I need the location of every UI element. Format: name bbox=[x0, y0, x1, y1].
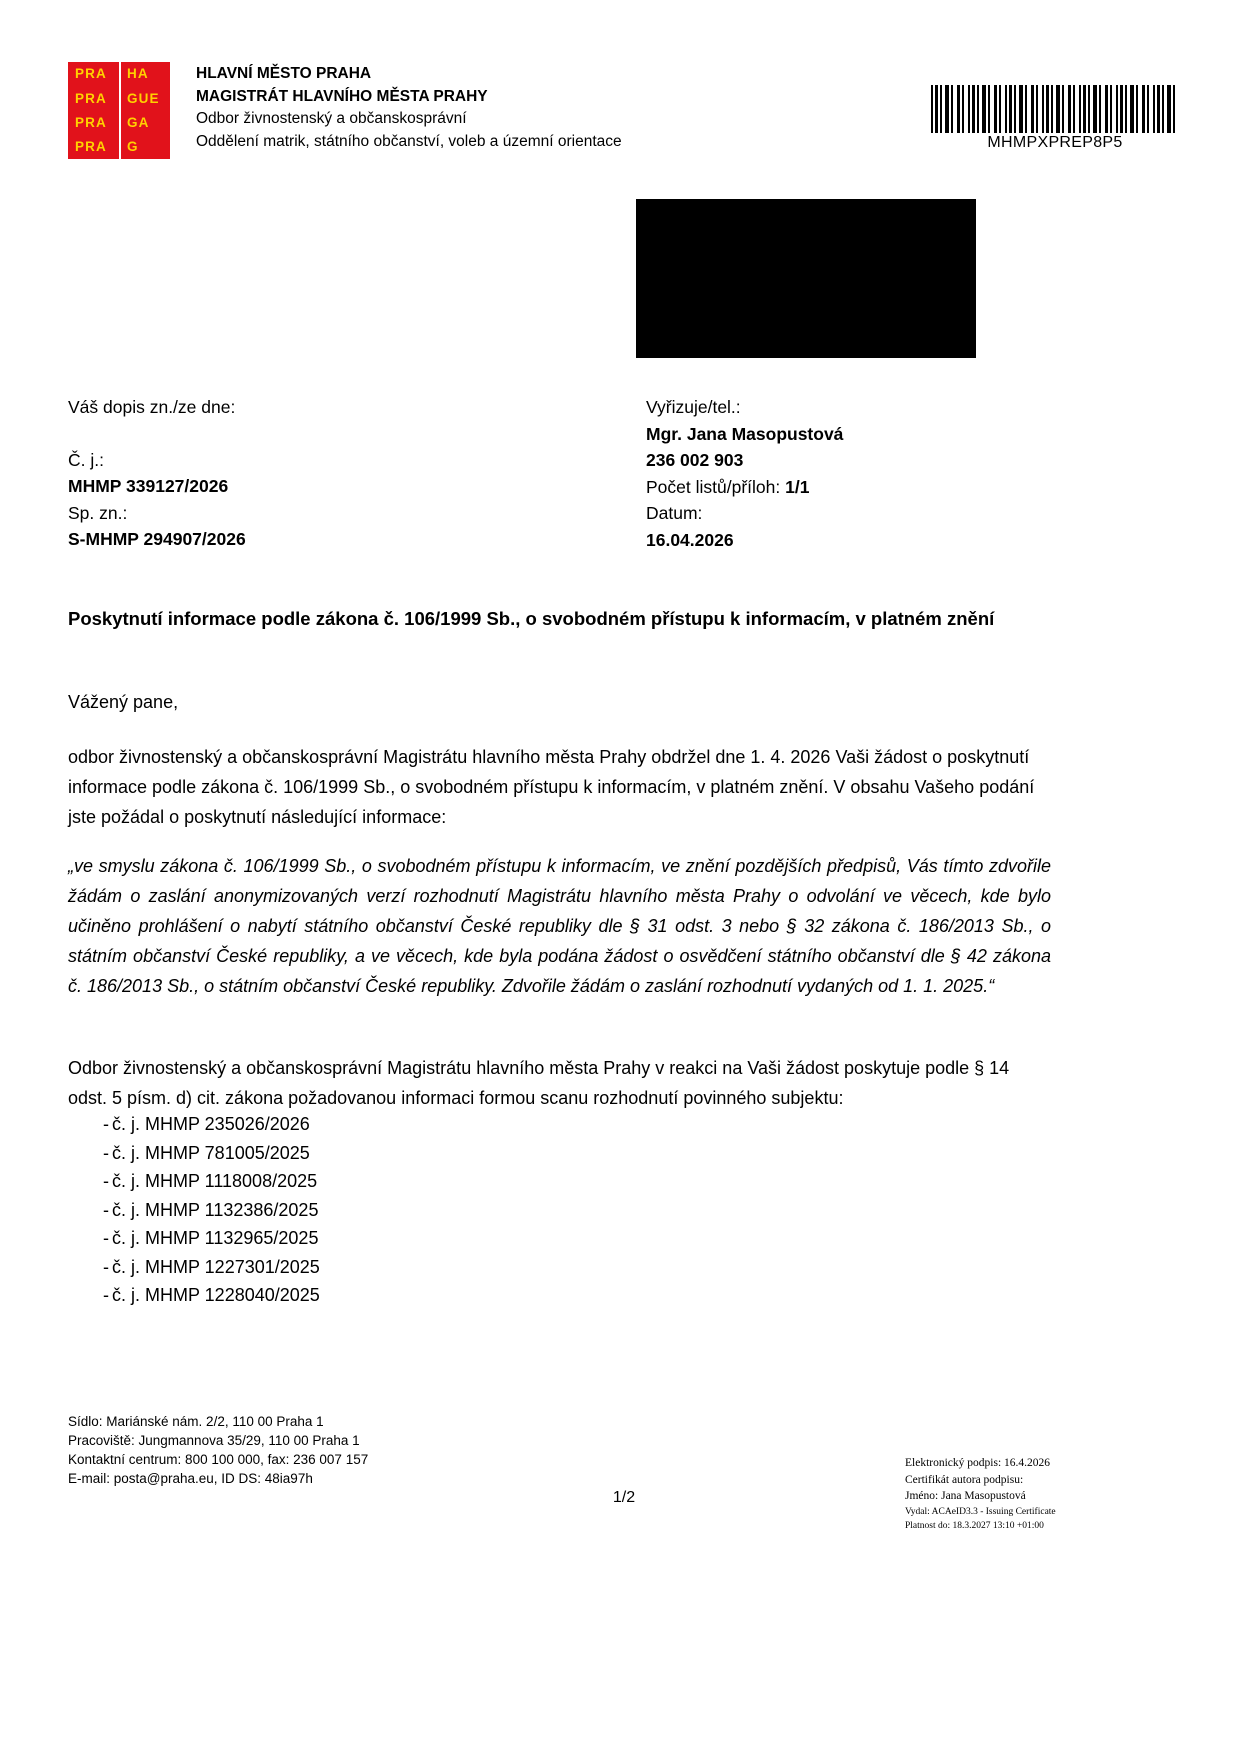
electronic-signature-block bbox=[905, 1455, 1205, 1534]
list-bullet: - bbox=[103, 1256, 109, 1277]
list-item bbox=[68, 1224, 768, 1253]
list-item-label: č. j. MHMP 1132965/2025 bbox=[112, 1228, 319, 1248]
handler-name: Mgr. Jana Masopustová bbox=[646, 423, 844, 444]
list-item bbox=[68, 1281, 768, 1310]
logo-cell-2: HA bbox=[119, 62, 170, 86]
list-bullet: - bbox=[103, 1285, 109, 1305]
org-name-magistrate: MAGISTRÁT HLAVNÍHO MĚSTA PRAHY bbox=[196, 87, 488, 105]
signature-date: Elektronický podpis: 16.4.2026 bbox=[905, 1457, 1051, 1469]
document-subject: Poskytnutí informace podle zákona č. 106/1999 Sb., o svobodném přístupu k informacím, v platném znění bbox=[68, 608, 995, 629]
logo-cell-6: GA bbox=[119, 111, 170, 135]
footer-contact-centre: Kontaktní centrum: 800 100 000, fax: 236 007 157 bbox=[68, 1452, 369, 1467]
list-item-label: č. j. MHMP 235026/2026 bbox=[112, 1114, 310, 1134]
case-number-value: S-MHMP 294907/2026 bbox=[68, 529, 246, 549]
signature-issuer: Vydal: ACAeID3.3 - Issuing Certificate bbox=[905, 1506, 1056, 1517]
quoted-request-text: „ve smyslu zákona č. 106/1999 Sb., o svobodném přístupu k informacím, ve znění pozdějších předpisů, Vás tímto zdvořile žádám o zaslání anonymizovaných verzí rozhodnutí Magistrátu hlavního města Prahy o odvolání ve věcech, kde bylo učiněno prohlášení o nabytí státního občanství České republiky dle § 31 odst. 3 nebo § 32 zákona č. 186/2013 Sb., o státním občanství České republiky, a ve věcech, kde byla podána žádost o osvědčení státního občanství dle § 42 zákona č. 186/2013 Sb., o státním občanství České republiky. Zdvořile žádám o zaslání rozhodnutí vydaných od 1. 1. 2025.“ bbox=[68, 856, 1051, 996]
list-item bbox=[68, 1167, 768, 1196]
list-item bbox=[68, 1196, 768, 1225]
list-item-label: č. j. MHMP 781005/2025 bbox=[112, 1142, 310, 1163]
reference-column-right bbox=[646, 394, 1166, 553]
list-bullet: - bbox=[103, 1199, 109, 1220]
org-subdepartment: Oddělení matrik, státního občanství, voleb a územní orientace bbox=[196, 132, 622, 150]
list-item-label: č. j. MHMP 1227301/2025 bbox=[112, 1256, 320, 1277]
barcode-block bbox=[931, 85, 1179, 152]
case-number-label: Sp. zn.: bbox=[68, 502, 128, 523]
list-bullet: - bbox=[103, 1142, 109, 1163]
list-item bbox=[68, 1110, 768, 1139]
reference-column-left bbox=[68, 394, 588, 553]
organization-block bbox=[196, 62, 622, 153]
barcode-image bbox=[931, 85, 1179, 133]
page-number: 1/2 bbox=[612, 1489, 636, 1506]
barcode-label: MHMPXPREP8P5 bbox=[987, 134, 1123, 151]
logo-cell-3: PRA bbox=[75, 90, 107, 106]
list-item-label: č. j. MHMP 1118008/2025 bbox=[112, 1171, 318, 1191]
list-item-label: č. j. MHMP 1228040/2025 bbox=[112, 1285, 320, 1305]
list-item-label: č. j. MHMP 1132386/2025 bbox=[112, 1199, 319, 1220]
org-department: Odbor živnostenský a občanskosprávní bbox=[196, 110, 467, 127]
sheet-count-row bbox=[646, 474, 1166, 501]
salutation: Vážený pane, bbox=[68, 692, 179, 712]
redacted-recipient-address bbox=[636, 199, 976, 358]
logo-cell-4: GUE bbox=[119, 86, 170, 110]
list-bullet: - bbox=[103, 1228, 109, 1248]
logo-cell-7: PRA bbox=[75, 139, 107, 155]
body-paragraph-2: Odbor živnostenský a občanskosprávní Magistrátu hlavního města Prahy v reakci na Vaši žádost poskytuje podle § 14 odst. 5 písm. d) cit. zákona požadovanou informaci formou scanu rozhodnutí povinného subjektu: bbox=[68, 1058, 1010, 1108]
sheet-count-label: Počet listů/příloh: bbox=[646, 476, 786, 497]
your-reference-label: Váš dopis zn./ze dne: bbox=[68, 397, 236, 417]
body-paragraph-1: odbor živnostenský a občanskosprávní Magistrátu hlavního města Prahy obdržel dne 1. 4. 2026 Vaši žádost o poskytnutí informace podle zákona č. 106/1999 Sb., o svobodném přístupu k informacím, v platném znění. V obsahu Vašeho podání jste požádal o poskytnutí následující informace: bbox=[68, 747, 1035, 827]
provided-decisions-list bbox=[68, 1110, 768, 1310]
footer-workplace: Pracoviště: Jungmannova 35/29, 110 00 Praha 1 bbox=[68, 1433, 360, 1448]
date-label: Datum: bbox=[646, 503, 703, 523]
org-name-city: HLAVNÍ MĚSTO PRAHA bbox=[196, 65, 372, 82]
logo-cell-5: PRA bbox=[75, 114, 107, 130]
list-item bbox=[68, 1253, 768, 1282]
reference-spacer bbox=[68, 421, 588, 447]
signature-validity: Platnost do: 18.3.2027 13:10 +01:00 bbox=[905, 1521, 1044, 1531]
handler-phone: 236 002 903 bbox=[646, 450, 744, 470]
handler-label: Vyřizuje/tel.: bbox=[646, 397, 741, 417]
list-bullet: - bbox=[103, 1171, 109, 1191]
sheet-count-value: 1/1 bbox=[785, 476, 810, 497]
signature-name: Jméno: Jana Masopustová bbox=[905, 1490, 1026, 1502]
file-number-label: Č. j.: bbox=[68, 449, 104, 470]
footer-seat: Sídlo: Mariánské nám. 2/2, 110 00 Praha 1 bbox=[68, 1414, 324, 1429]
footer-email: E-mail: posta@praha.eu, ID DS: 48ia97h bbox=[68, 1471, 313, 1486]
list-bullet: - bbox=[103, 1114, 109, 1134]
signature-certificate-label: Certifikát autora podpisu: bbox=[905, 1473, 1024, 1486]
logo-cell-1: PRA bbox=[75, 66, 107, 82]
document-footer bbox=[68, 1412, 668, 1488]
date-value: 16.04.2026 bbox=[646, 529, 734, 550]
prague-city-logo bbox=[68, 62, 170, 159]
logo-cell-8: G bbox=[119, 135, 170, 159]
file-number-value: MHMP 339127/2026 bbox=[68, 476, 229, 496]
list-item bbox=[68, 1139, 768, 1168]
